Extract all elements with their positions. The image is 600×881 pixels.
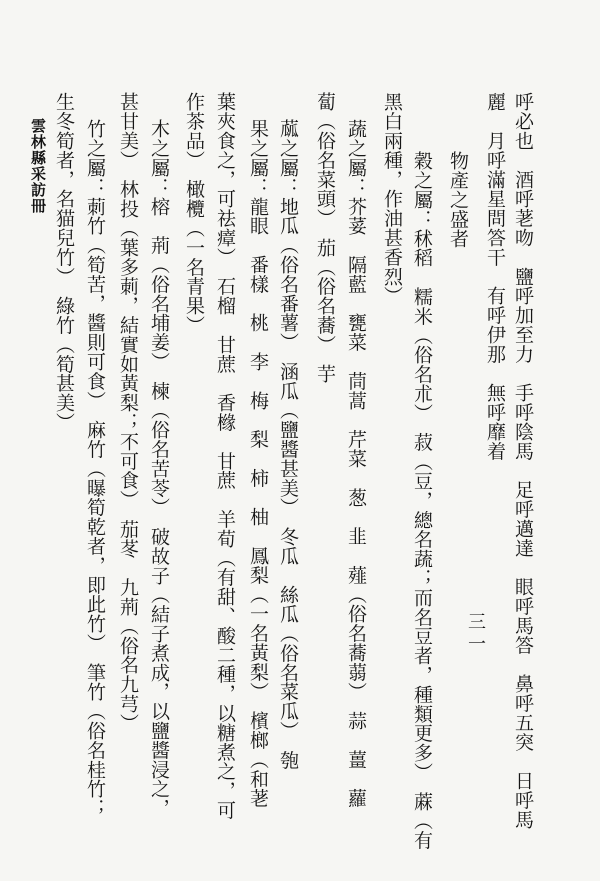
text-column-12: 木之屬：榕 荊（俗名埔姜） 楝（俗名苦苓） 破故子（結子煮成，以鹽醬浸之， bbox=[148, 119, 170, 818]
text-column-6: 蔬之屬：芥荽 隔藍 甕菜 茼蒿 芹菜 葱 韭 薤（俗名蕎蒻） 蒜 薑 蘿 bbox=[345, 119, 367, 808]
section-heading: 物產之盛者 bbox=[447, 151, 469, 248]
text-column-4: 穀之屬：秫稻 糯米（俗名朮） 菽（豆，總名蔬；而名豆者，種類更多） 蔴（有 bbox=[411, 151, 433, 850]
text-column-15: 生冬筍者，名猫兒竹） 綠竹（筍甚美） bbox=[53, 92, 75, 432]
text-column-7: 蔔（俗名菜頭） 茄（俗名蕎） 芋 bbox=[314, 92, 336, 384]
page-number: 三一 bbox=[465, 612, 486, 656]
text-column-1: 呼必也 酒呼荖吻 鹽呼加至力 手呼陰馬 足呼邁達 眼呼馬答 鼻呼五突 日呼馬 bbox=[512, 92, 534, 830]
text-column-5: 黑白兩種，作油甚香烈） bbox=[381, 92, 403, 306]
running-title: 雲林縣采訪冊 bbox=[29, 118, 47, 214]
text-column-10: 葉夾食之，可祛瘴） 石榴 甘蔗 香橼 甘蔗 羊荀（有甜、酸二種，以糖煮之，可 bbox=[214, 92, 236, 820]
text-column-9: 果之屬：龍眼 番樣 桃 李 梅 梨 柿 柚 鳳梨（一名黃梨） 檳榔（和荖 bbox=[247, 119, 269, 808]
text-column-8: 蓏之屬：地瓜（俗名番薯） 涵瓜（鹽醬甚美） 冬瓜 絲瓜（俗名菜瓜） 匏 bbox=[277, 119, 299, 770]
text-column-11: 作茶品） 橄欖（一名青果） bbox=[183, 92, 205, 335]
text-column-13: 甚甘美） 林投（葉多莿，結實如黃梨；不可食） 茄苳 九荊（俗名九芎） bbox=[117, 92, 139, 733]
text-column-2: 麗 月呼滿星問答干 有呼伊那 無呼靡着 bbox=[484, 92, 506, 461]
text-column-14: 竹之屬：莿竹（筍苦，醬則可食） 麻竹（曝筍乾者，即此竹） 筆竹（俗名桂竹； bbox=[84, 119, 106, 818]
